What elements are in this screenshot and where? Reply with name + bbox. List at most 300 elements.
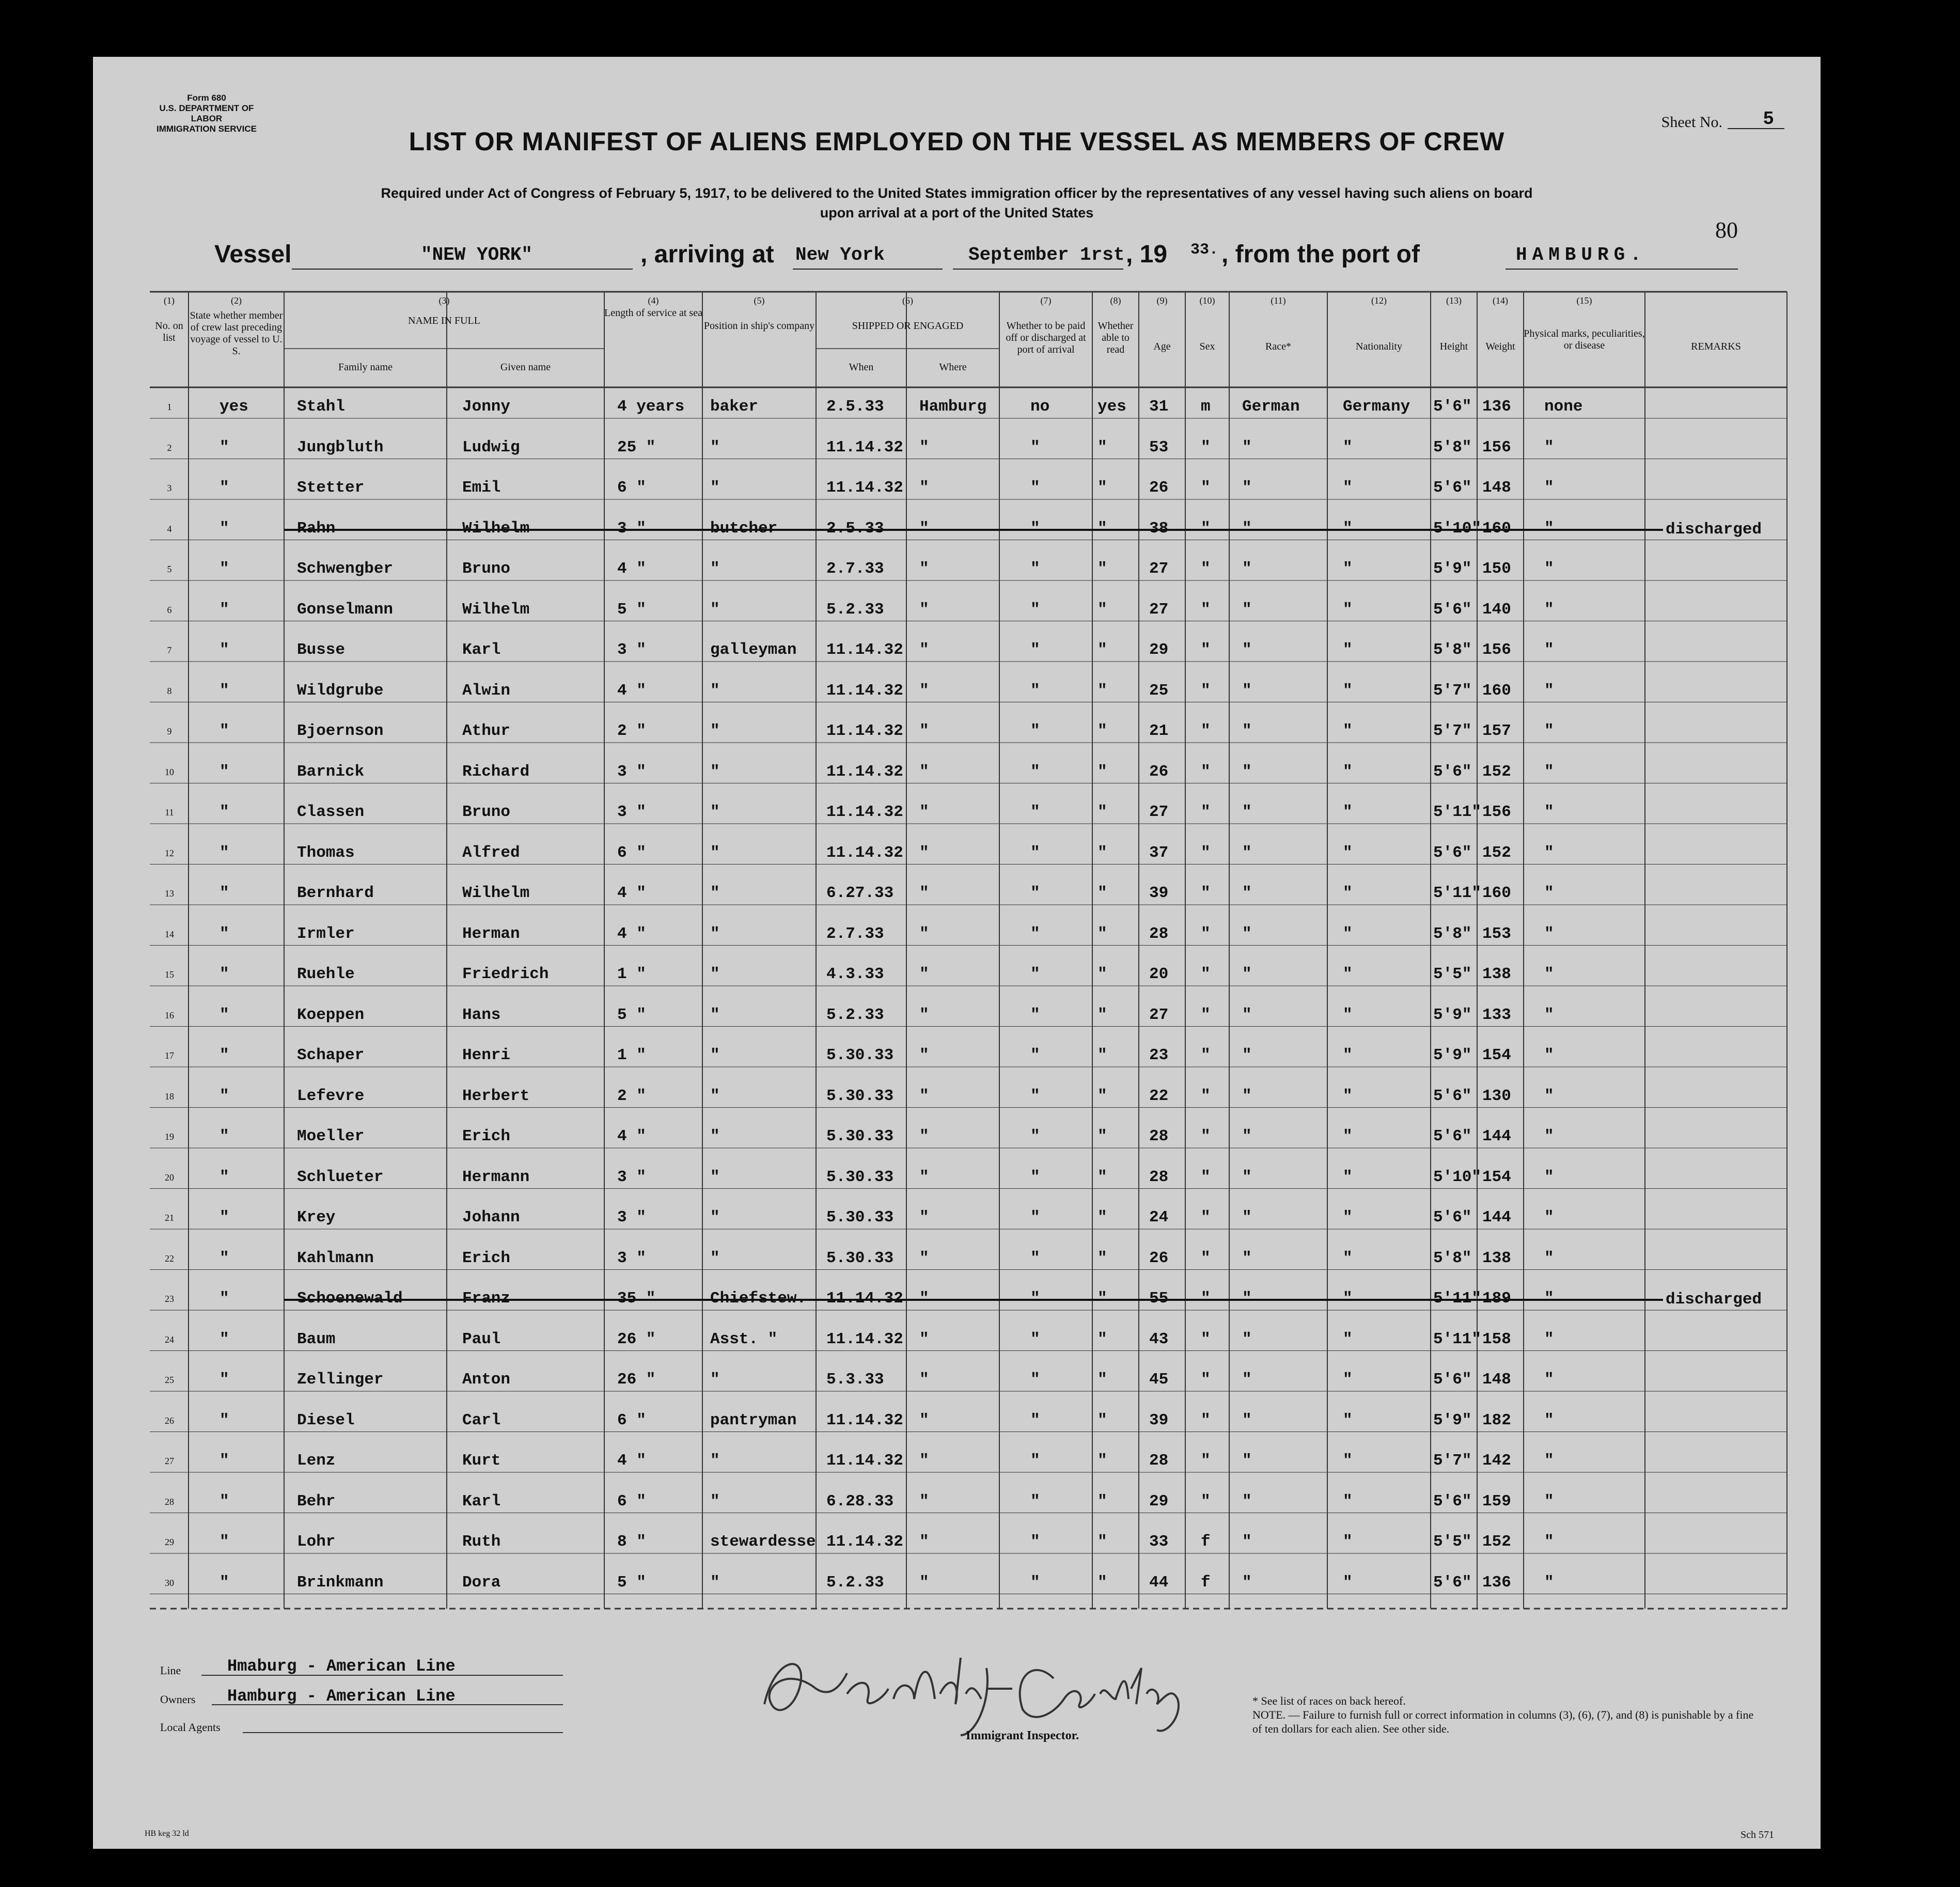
cell-sex: " xyxy=(1201,1127,1211,1145)
cell-weight: 152 xyxy=(1482,762,1511,781)
cell-family: Baum xyxy=(297,1330,336,1348)
cell-read: " xyxy=(1097,1208,1107,1226)
cell-marks: " xyxy=(1544,560,1554,578)
row-number: 22 xyxy=(165,1253,174,1264)
cell-position: " xyxy=(710,438,720,457)
cell-when: 11.14.32 xyxy=(826,1330,903,1348)
cell-when: 4.3.33 xyxy=(826,965,884,983)
cell-sex: " xyxy=(1201,1492,1211,1511)
cell-marks: " xyxy=(1544,1330,1554,1348)
cell-age: 44 xyxy=(1149,1573,1169,1592)
cell-marks: " xyxy=(1544,924,1554,943)
cell-given: Anton xyxy=(462,1371,511,1389)
cell-nat: " xyxy=(1343,843,1353,862)
arrival-date: September 1rst xyxy=(968,244,1125,265)
cell-height: 5'10" xyxy=(1433,1168,1482,1186)
inspector-label: Immigrant Inspector. xyxy=(966,1729,1079,1742)
cell-when: 11.14.32 xyxy=(826,1411,903,1429)
cell-marks: " xyxy=(1544,1411,1554,1429)
cell-prior: " xyxy=(219,1087,229,1105)
cell-family: Jungbluth xyxy=(297,438,384,457)
cell-paid: " xyxy=(1030,722,1040,740)
cell-when: 5.30.33 xyxy=(826,1168,894,1186)
cell-race: " xyxy=(1242,803,1252,821)
cell-position: " xyxy=(710,884,720,902)
cell-age: 28 xyxy=(1149,1452,1169,1470)
cell-prior: " xyxy=(219,843,229,862)
cell-read: " xyxy=(1097,1573,1107,1592)
cell-marks: " xyxy=(1544,1249,1554,1267)
cell-marks: " xyxy=(1544,479,1554,497)
cell-age: 20 xyxy=(1149,965,1169,983)
cell-race: " xyxy=(1242,1087,1252,1105)
cell-where: " xyxy=(919,1573,929,1592)
schedule-number: Sch 571 xyxy=(1741,1829,1774,1841)
cell-when: 11.14.32 xyxy=(826,722,903,740)
cell-where: " xyxy=(919,479,929,497)
cell-weight: 154 xyxy=(1482,1168,1511,1186)
cell-position: " xyxy=(710,1046,720,1064)
cell-prior: " xyxy=(219,438,229,457)
cell-prior: " xyxy=(219,1127,229,1145)
cell-weight: 152 xyxy=(1482,843,1511,862)
cell-sex: " xyxy=(1201,884,1211,902)
cell-age: 27 xyxy=(1149,560,1169,578)
row-number: 16 xyxy=(165,1010,174,1020)
cell-nat: " xyxy=(1343,1330,1353,1348)
cell-read: " xyxy=(1097,722,1107,740)
cell-when: 5.2.33 xyxy=(826,1005,884,1024)
cell-position: " xyxy=(710,1087,720,1105)
cell-length: 6 " xyxy=(617,843,646,862)
cell-when: 11.14.32 xyxy=(826,681,903,700)
cell-height: 5'9" xyxy=(1433,1005,1472,1024)
cell-given: Herbert xyxy=(462,1087,530,1105)
cell-paid: " xyxy=(1030,762,1040,781)
cell-age: 21 xyxy=(1149,722,1169,740)
cell-given: Emil xyxy=(462,479,501,497)
cell-length: 2 " xyxy=(617,722,646,740)
cell-where: " xyxy=(919,1533,929,1551)
print-code: HB keg 32 ld xyxy=(145,1829,189,1838)
cell-sex: " xyxy=(1201,965,1211,983)
cell-prior: " xyxy=(219,1411,229,1429)
strike-through-line xyxy=(284,1299,1663,1301)
cell-sex: " xyxy=(1201,1411,1211,1429)
form-number: Form 680 xyxy=(187,93,226,103)
cell-where: " xyxy=(919,884,929,902)
cell-sex: " xyxy=(1201,641,1211,659)
cell-length: 6 " xyxy=(617,1411,646,1429)
row-number: 24 xyxy=(165,1334,174,1345)
row-number: 4 xyxy=(167,523,172,534)
cell-weight: 136 xyxy=(1482,398,1511,416)
row-number: 27 xyxy=(165,1456,174,1466)
cell-marks: " xyxy=(1544,1046,1554,1064)
header-paid-off: Whether to be paid off or discharged at port of arrival xyxy=(1006,320,1086,355)
cell-where: " xyxy=(919,1411,929,1429)
cell-race: " xyxy=(1242,600,1252,619)
cell-when: 5.3.33 xyxy=(826,1371,884,1389)
cell-length: 3 " xyxy=(617,762,646,781)
row-number: 12 xyxy=(165,847,174,858)
cell-height: 5'7" xyxy=(1433,722,1472,740)
cell-weight: 156 xyxy=(1482,438,1511,457)
cell-family: Schwengber xyxy=(297,560,394,578)
cell-age: 24 xyxy=(1149,1208,1169,1226)
cell-family: Irmler xyxy=(297,924,355,943)
cell-age: 29 xyxy=(1149,1492,1169,1511)
cell-length: 4 " xyxy=(617,924,646,943)
cell-read: " xyxy=(1097,843,1107,862)
cell-nat: " xyxy=(1343,1533,1353,1551)
cell-prior: " xyxy=(219,803,229,821)
cell-prior: " xyxy=(219,762,229,781)
cell-marks: " xyxy=(1544,641,1554,659)
cell-family: Schaper xyxy=(297,1046,365,1064)
cell-paid: " xyxy=(1030,1371,1040,1389)
cell-nat: " xyxy=(1343,965,1353,983)
legal-requirement-line: Required under Act of Congress of February 5, 1917, to be delivered to the United States immigration officer by the representatives of any vessel having such aliens on board xyxy=(381,185,1533,201)
cell-sex: " xyxy=(1201,1168,1211,1186)
cell-length: 6 " xyxy=(617,479,646,497)
cell-length: 5 " xyxy=(617,1573,646,1592)
row-number: 9 xyxy=(167,726,172,736)
cell-marks: " xyxy=(1544,1127,1554,1145)
cell-prior: " xyxy=(219,681,229,700)
cell-family: Lefevre xyxy=(297,1087,365,1105)
cell-age: 37 xyxy=(1149,843,1169,862)
cell-family: Barnick xyxy=(297,762,365,781)
cell-height: 5'9" xyxy=(1433,560,1472,578)
cell-sex: " xyxy=(1201,560,1211,578)
cell-read: " xyxy=(1097,438,1107,457)
cell-height: 5'6" xyxy=(1433,762,1472,781)
cell-family: Lohr xyxy=(297,1533,336,1551)
cell-marks: " xyxy=(1544,1533,1554,1551)
cell-position: " xyxy=(710,1249,720,1267)
cell-weight: 148 xyxy=(1482,1371,1511,1389)
cell-prior: " xyxy=(219,1533,229,1551)
cell-race: " xyxy=(1242,438,1252,457)
cell-marks: " xyxy=(1544,1005,1554,1024)
header-physical-marks: Physical marks, peculiarities, or disease xyxy=(1524,328,1645,351)
cell-position: " xyxy=(710,600,720,619)
cell-weight: 138 xyxy=(1482,965,1511,983)
cell-paid: " xyxy=(1030,600,1040,619)
cell-given: Erich xyxy=(462,1127,511,1145)
page-title: LIST OR MANIFEST OF ALIENS EMPLOYED ON THE VESSEL AS MEMBERS OF CREW xyxy=(409,127,1505,156)
cell-weight: 156 xyxy=(1482,803,1511,821)
cell-position: stewardesse xyxy=(710,1533,816,1551)
cell-height: 5'6" xyxy=(1433,1573,1472,1592)
cell-race: " xyxy=(1242,965,1252,983)
cell-age: 39 xyxy=(1149,1411,1169,1429)
cell-marks: " xyxy=(1544,1087,1554,1105)
cell-height: 5'6" xyxy=(1433,479,1472,497)
cell-nat: " xyxy=(1343,1127,1353,1145)
header-able-to-read: Whether able to read xyxy=(1097,320,1134,355)
cell-when: 5.30.33 xyxy=(826,1127,894,1145)
year-prefix: , 19 xyxy=(1126,241,1168,268)
cell-given: Hermann xyxy=(462,1168,530,1186)
cell-family: Koeppen xyxy=(297,1005,365,1024)
cell-weight: 144 xyxy=(1482,1208,1511,1226)
from-port: HAMBURG. xyxy=(1516,244,1647,265)
cell-weight: 150 xyxy=(1482,560,1511,578)
cell-nat: " xyxy=(1343,560,1353,578)
cell-where: " xyxy=(919,438,929,457)
cell-nat: " xyxy=(1343,1411,1353,1429)
cell-read: " xyxy=(1097,803,1107,821)
vessel-name: "NEW YORK" xyxy=(421,244,533,265)
cell-race: " xyxy=(1242,1330,1252,1348)
cell-sex: " xyxy=(1201,843,1211,862)
cell-where: " xyxy=(919,843,929,862)
row-number: 17 xyxy=(165,1050,174,1061)
cell-marks: " xyxy=(1544,722,1554,740)
cell-given: Bruno xyxy=(462,560,511,578)
cell-sex: " xyxy=(1201,1208,1211,1226)
cell-read: " xyxy=(1097,1046,1107,1064)
column-number: (11) xyxy=(1271,295,1286,306)
cell-position: " xyxy=(710,479,720,497)
header-family-name: Family name xyxy=(338,361,393,373)
cell-where: " xyxy=(919,1168,929,1186)
row-number: 10 xyxy=(165,766,174,777)
cell-prior: " xyxy=(219,965,229,983)
cell-age: 25 xyxy=(1149,681,1169,700)
header-nationality: Nationality xyxy=(1356,341,1402,352)
cell-paid: " xyxy=(1030,1452,1040,1470)
cell-when: 2.7.33 xyxy=(826,560,884,578)
row-number: 1 xyxy=(167,402,172,412)
column-number: (1) xyxy=(164,295,175,306)
cell-read: " xyxy=(1097,762,1107,781)
cell-when: 11.14.32 xyxy=(826,1533,903,1551)
cell-marks: " xyxy=(1544,965,1554,983)
cell-age: 39 xyxy=(1149,884,1169,902)
cell-height: 5'5" xyxy=(1433,1533,1472,1551)
cell-family: Wildgrube xyxy=(297,681,384,700)
cell-when: 5.30.33 xyxy=(826,1249,894,1267)
cell-position: " xyxy=(710,924,720,943)
cell-paid: " xyxy=(1030,924,1040,943)
cell-paid: " xyxy=(1030,1005,1040,1024)
cell-prior: " xyxy=(219,722,229,740)
cell-paid: " xyxy=(1030,641,1040,659)
cell-when: 2.5.33 xyxy=(826,398,884,416)
sheet-number-label: Sheet No. xyxy=(1661,114,1722,131)
column-number: (3) xyxy=(438,295,450,306)
column-number: (14) xyxy=(1493,295,1508,306)
column-number: (9) xyxy=(1156,295,1168,306)
cell-height: 5'8" xyxy=(1433,641,1472,659)
cell-prior: " xyxy=(219,884,229,902)
manifest-sheet xyxy=(93,57,1821,1849)
cell-read: " xyxy=(1097,1411,1107,1429)
cell-when: 5.2.33 xyxy=(826,1573,884,1592)
header-sex: Sex xyxy=(1199,341,1215,352)
row-number: 6 xyxy=(167,604,172,615)
row-number: 23 xyxy=(165,1294,174,1304)
cell-age: 26 xyxy=(1149,479,1169,497)
header-given-name: Given name xyxy=(500,361,551,373)
row-number: 18 xyxy=(165,1091,174,1102)
cell-family: Lenz xyxy=(297,1452,336,1470)
owners-value: Hamburg - American Line xyxy=(227,1687,456,1706)
cell-nat: " xyxy=(1343,438,1353,457)
cell-nat: " xyxy=(1343,1573,1353,1592)
row-number: 29 xyxy=(165,1537,174,1547)
cell-when: 5.30.33 xyxy=(826,1208,894,1226)
cell-race: " xyxy=(1242,1533,1252,1551)
cell-family: Thomas xyxy=(297,843,355,862)
cell-weight: 158 xyxy=(1482,1330,1511,1348)
cell-weight: 160 xyxy=(1482,681,1511,700)
cell-when: 6.28.33 xyxy=(826,1492,894,1511)
row-number: 2 xyxy=(167,442,172,453)
cell-read: " xyxy=(1097,884,1107,902)
cell-remarks: discharged xyxy=(1666,1291,1762,1309)
cell-prior: yes xyxy=(219,398,248,416)
cell-race: " xyxy=(1242,843,1252,862)
row-number: 20 xyxy=(165,1172,174,1183)
rule xyxy=(201,1675,563,1676)
cell-given: Wilhelm xyxy=(462,884,530,902)
cell-prior: " xyxy=(219,641,229,659)
cell-read: " xyxy=(1097,1492,1107,1511)
cell-where: " xyxy=(919,1046,929,1064)
cell-position: " xyxy=(710,1005,720,1024)
rule xyxy=(243,1732,563,1733)
column-number: (15) xyxy=(1576,295,1592,306)
cell-weight: 154 xyxy=(1482,1046,1511,1064)
cell-family: Stetter xyxy=(297,479,365,497)
cell-nat: " xyxy=(1343,641,1353,659)
cell-length: 3 " xyxy=(617,1249,646,1267)
cell-height: 5'11" xyxy=(1433,884,1482,902)
cell-race: German xyxy=(1242,398,1300,416)
cell-marks: " xyxy=(1544,762,1554,781)
cell-where: " xyxy=(919,1330,929,1348)
line-value: Hmaburg - American Line xyxy=(227,1657,456,1676)
cell-given: Friedrich xyxy=(462,965,549,983)
cell-age: 23 xyxy=(1149,1046,1169,1064)
cell-given: Erich xyxy=(462,1249,511,1267)
cell-read: yes xyxy=(1097,398,1126,416)
cell-weight: 159 xyxy=(1482,1492,1511,1511)
cell-race: " xyxy=(1242,1208,1252,1226)
cell-length: 4 " xyxy=(617,884,646,902)
cell-weight: 182 xyxy=(1482,1411,1511,1429)
cell-age: 29 xyxy=(1149,641,1169,659)
cell-sex: " xyxy=(1201,1452,1211,1470)
cell-nat: " xyxy=(1343,1168,1353,1186)
cell-height: 5'11" xyxy=(1433,803,1482,821)
cell-nat: " xyxy=(1343,803,1353,821)
cell-given: Ludwig xyxy=(462,438,520,457)
cell-read: " xyxy=(1097,1127,1107,1145)
row-number: 19 xyxy=(165,1131,174,1142)
cell-age: 43 xyxy=(1149,1330,1169,1348)
cell-nat: " xyxy=(1343,1452,1353,1470)
cell-marks: " xyxy=(1544,438,1554,457)
row-number: 8 xyxy=(167,685,172,696)
cell-race: " xyxy=(1242,1046,1252,1064)
cell-paid: " xyxy=(1030,884,1040,902)
cell-given: Bruno xyxy=(462,803,511,821)
cell-read: " xyxy=(1097,1330,1107,1348)
header-race: Race* xyxy=(1265,341,1291,352)
cell-where: " xyxy=(919,1127,929,1145)
cell-age: 31 xyxy=(1149,398,1169,416)
cell-position: " xyxy=(710,965,720,983)
header-remarks: REMARKS xyxy=(1691,341,1741,352)
cell-paid: " xyxy=(1030,1330,1040,1348)
arriving-port: New York xyxy=(795,244,885,265)
cell-nat: " xyxy=(1343,1208,1353,1226)
cell-race: " xyxy=(1242,641,1252,659)
cell-sex: " xyxy=(1201,762,1211,781)
cell-height: 5'6" xyxy=(1433,1208,1472,1226)
cell-age: 28 xyxy=(1149,1168,1169,1186)
cell-family: Moeller xyxy=(297,1127,365,1145)
cell-age: 27 xyxy=(1149,600,1169,619)
cell-where: " xyxy=(919,722,929,740)
cell-given: Alwin xyxy=(462,681,511,700)
cell-nat: " xyxy=(1343,722,1353,740)
cell-paid: " xyxy=(1030,1046,1040,1064)
cell-marks: " xyxy=(1544,843,1554,862)
cell-given: Richard xyxy=(462,762,530,781)
cell-where: " xyxy=(919,1087,929,1105)
cell-height: 5'6" xyxy=(1433,1087,1472,1105)
header-no: No. on list xyxy=(155,320,183,343)
cell-prior: " xyxy=(219,600,229,619)
vessel-label: Vessel xyxy=(214,241,292,268)
cell-height: 5'6" xyxy=(1433,1371,1472,1389)
cell-given: Hans xyxy=(462,1005,501,1024)
cell-position: " xyxy=(710,1127,720,1145)
cell-position: " xyxy=(710,1573,720,1592)
cell-family: Zellinger xyxy=(297,1371,384,1389)
cell-weight: 136 xyxy=(1482,1573,1511,1592)
cell-position: " xyxy=(710,762,720,781)
row-number: 14 xyxy=(165,929,174,939)
cell-marks: " xyxy=(1544,1208,1554,1226)
cell-marks: " xyxy=(1544,1452,1554,1470)
cell-prior: " xyxy=(219,1005,229,1024)
column-number: (7) xyxy=(1040,295,1052,306)
cell-paid: " xyxy=(1030,1087,1040,1105)
race-note: * See list of races on back hereof. xyxy=(1252,1694,1406,1707)
cell-paid: " xyxy=(1030,1411,1040,1429)
cell-prior: " xyxy=(219,1046,229,1064)
cell-nat: " xyxy=(1343,1005,1353,1024)
cell-read: " xyxy=(1097,681,1107,700)
cell-family: Classen xyxy=(297,803,365,821)
header-length-of-service: Length of service at sea xyxy=(604,307,702,319)
cell-weight: 160 xyxy=(1482,884,1511,902)
cell-height: 5'6" xyxy=(1433,1492,1472,1511)
cell-age: 53 xyxy=(1149,438,1169,457)
cell-nat: " xyxy=(1343,884,1353,902)
cell-given: Wilhelm xyxy=(462,600,530,619)
cell-read: " xyxy=(1097,641,1107,659)
cell-family: Ruehle xyxy=(297,965,355,983)
sheet-number: 5 xyxy=(1763,108,1774,130)
